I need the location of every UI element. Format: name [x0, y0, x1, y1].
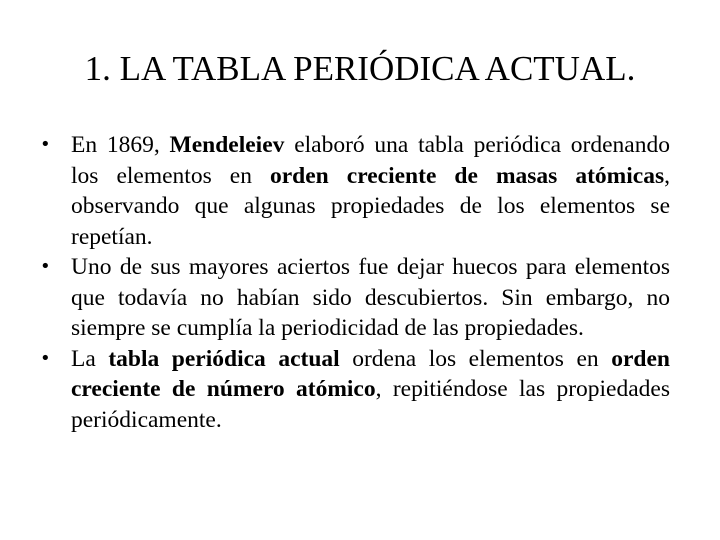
bullet-bold-text: orden creciente de número atómico: [71, 345, 670, 402]
bullet-list: [40, 130, 670, 435]
bullet-item-mendeleiev: [40, 130, 670, 252]
bullet-text-segment: La: [71, 345, 109, 372]
bullet-dot-icon: •: [40, 347, 51, 369]
bullet-text-segment: elaboró una tabla periódica ordenando los elementos en: [71, 132, 670, 189]
bullet-item-tabla-actual: [40, 344, 670, 436]
bullet-dot-icon: •: [40, 256, 51, 277]
bullet-bold-text: orden creciente de masas atómicas: [270, 162, 665, 189]
bullet-text-segment: ordena los elementos en: [339, 345, 612, 372]
bullet-bold-text: tabla periódica actual: [108, 345, 340, 372]
bullet-text-segment: , repitiéndose las propiedades periódicamente.: [71, 376, 670, 433]
bullet-bold-text: Mendeleiev: [169, 132, 285, 158]
bullet-dot-icon: •: [40, 134, 51, 155]
bullet-text-segment: , observando que algunas propiedades de los elementos se repetían.: [71, 162, 670, 250]
slide-title: 1. LA TABLA PERIÓDICA ACTUAL.: [84, 49, 636, 88]
bullet-text-segment: En 1869,: [71, 132, 170, 158]
bullet-item-aciertos: [40, 252, 670, 344]
bullet-text-segment: Uno de sus mayores aciertos fue dejar huecos para elementos que todavía no habían sido descubiertos. Sin embargo, no siempre se cumplía la periodicidad de las propiedades.: [71, 254, 670, 341]
